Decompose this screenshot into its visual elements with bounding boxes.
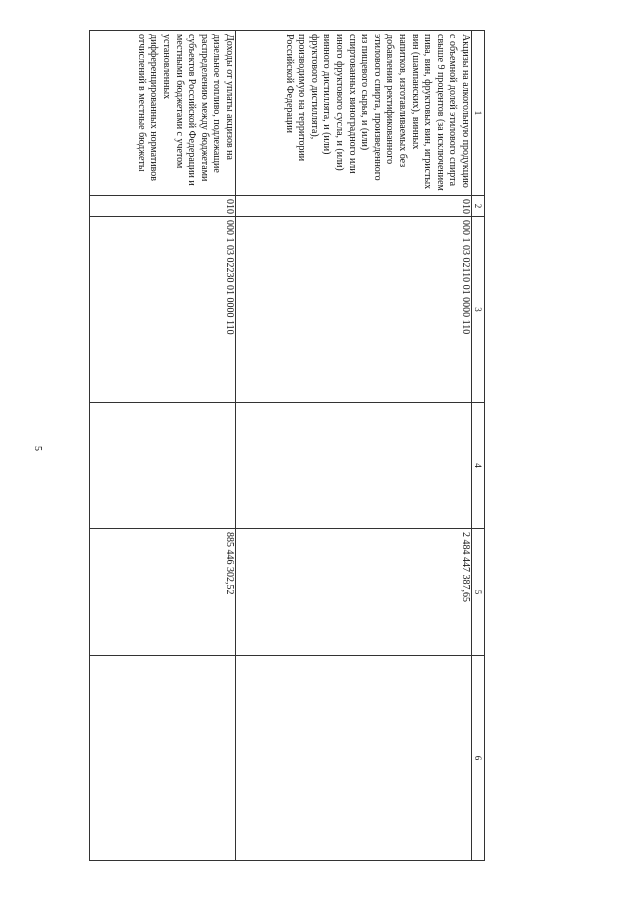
row-1-col4: [236, 403, 472, 529]
header-col-2: 2: [472, 196, 485, 217]
row-1-name: Акцизы на алкогольную продукцию с объемной долей этилового спирта свыше 9 процентов (за исключением пива, вин, фруктовых вин, игристых вин (шампанских), винных напитков, изготавливаемых без добавления ректификованного этилового спирта, произведенного из пищевого сырья, и (или) спиртованных виноградного или иного фруктового сусла, и (или) винного дистиллята, и (или) фруктового дистиллята), производимую на территории Российской Федерации: [236, 31, 472, 196]
header-col-4: 4: [472, 403, 485, 529]
row-2-col6: [90, 656, 236, 861]
header-col-5: 5: [472, 529, 485, 656]
row-2-amount: 885 446 302,52: [90, 529, 236, 656]
row-1-kbk: 000 1 03 02110 01 0000 110: [236, 217, 472, 403]
table-header-row: [472, 31, 485, 861]
header-col-1: 1: [472, 31, 485, 196]
rotated-table-container: [90, 30, 485, 860]
row-2-name: Доходы от уплаты акцизов на дизельное топливо, подлежащие распределению между бюджетами субъектов Российской Федерации и местными бюджетами с учетом установленных дифференцированных нормативов отчислений в местные бюджеты: [90, 31, 236, 196]
header-col-6: 6: [472, 656, 485, 861]
row-2-code: 010: [90, 196, 236, 217]
row-2-col4: [90, 403, 236, 529]
table-row: [90, 31, 236, 861]
row-1-code: 010: [236, 196, 472, 217]
page-number: 5: [32, 446, 43, 451]
table-row: [236, 31, 472, 861]
row-1-amount: 2 484 447 387,65: [236, 529, 472, 656]
header-col-3: 3: [472, 217, 485, 403]
row-2-kbk: 000 1 03 02230 01 0000 110: [90, 217, 236, 403]
income-table: [89, 30, 485, 861]
row-1-col6: [236, 656, 472, 861]
